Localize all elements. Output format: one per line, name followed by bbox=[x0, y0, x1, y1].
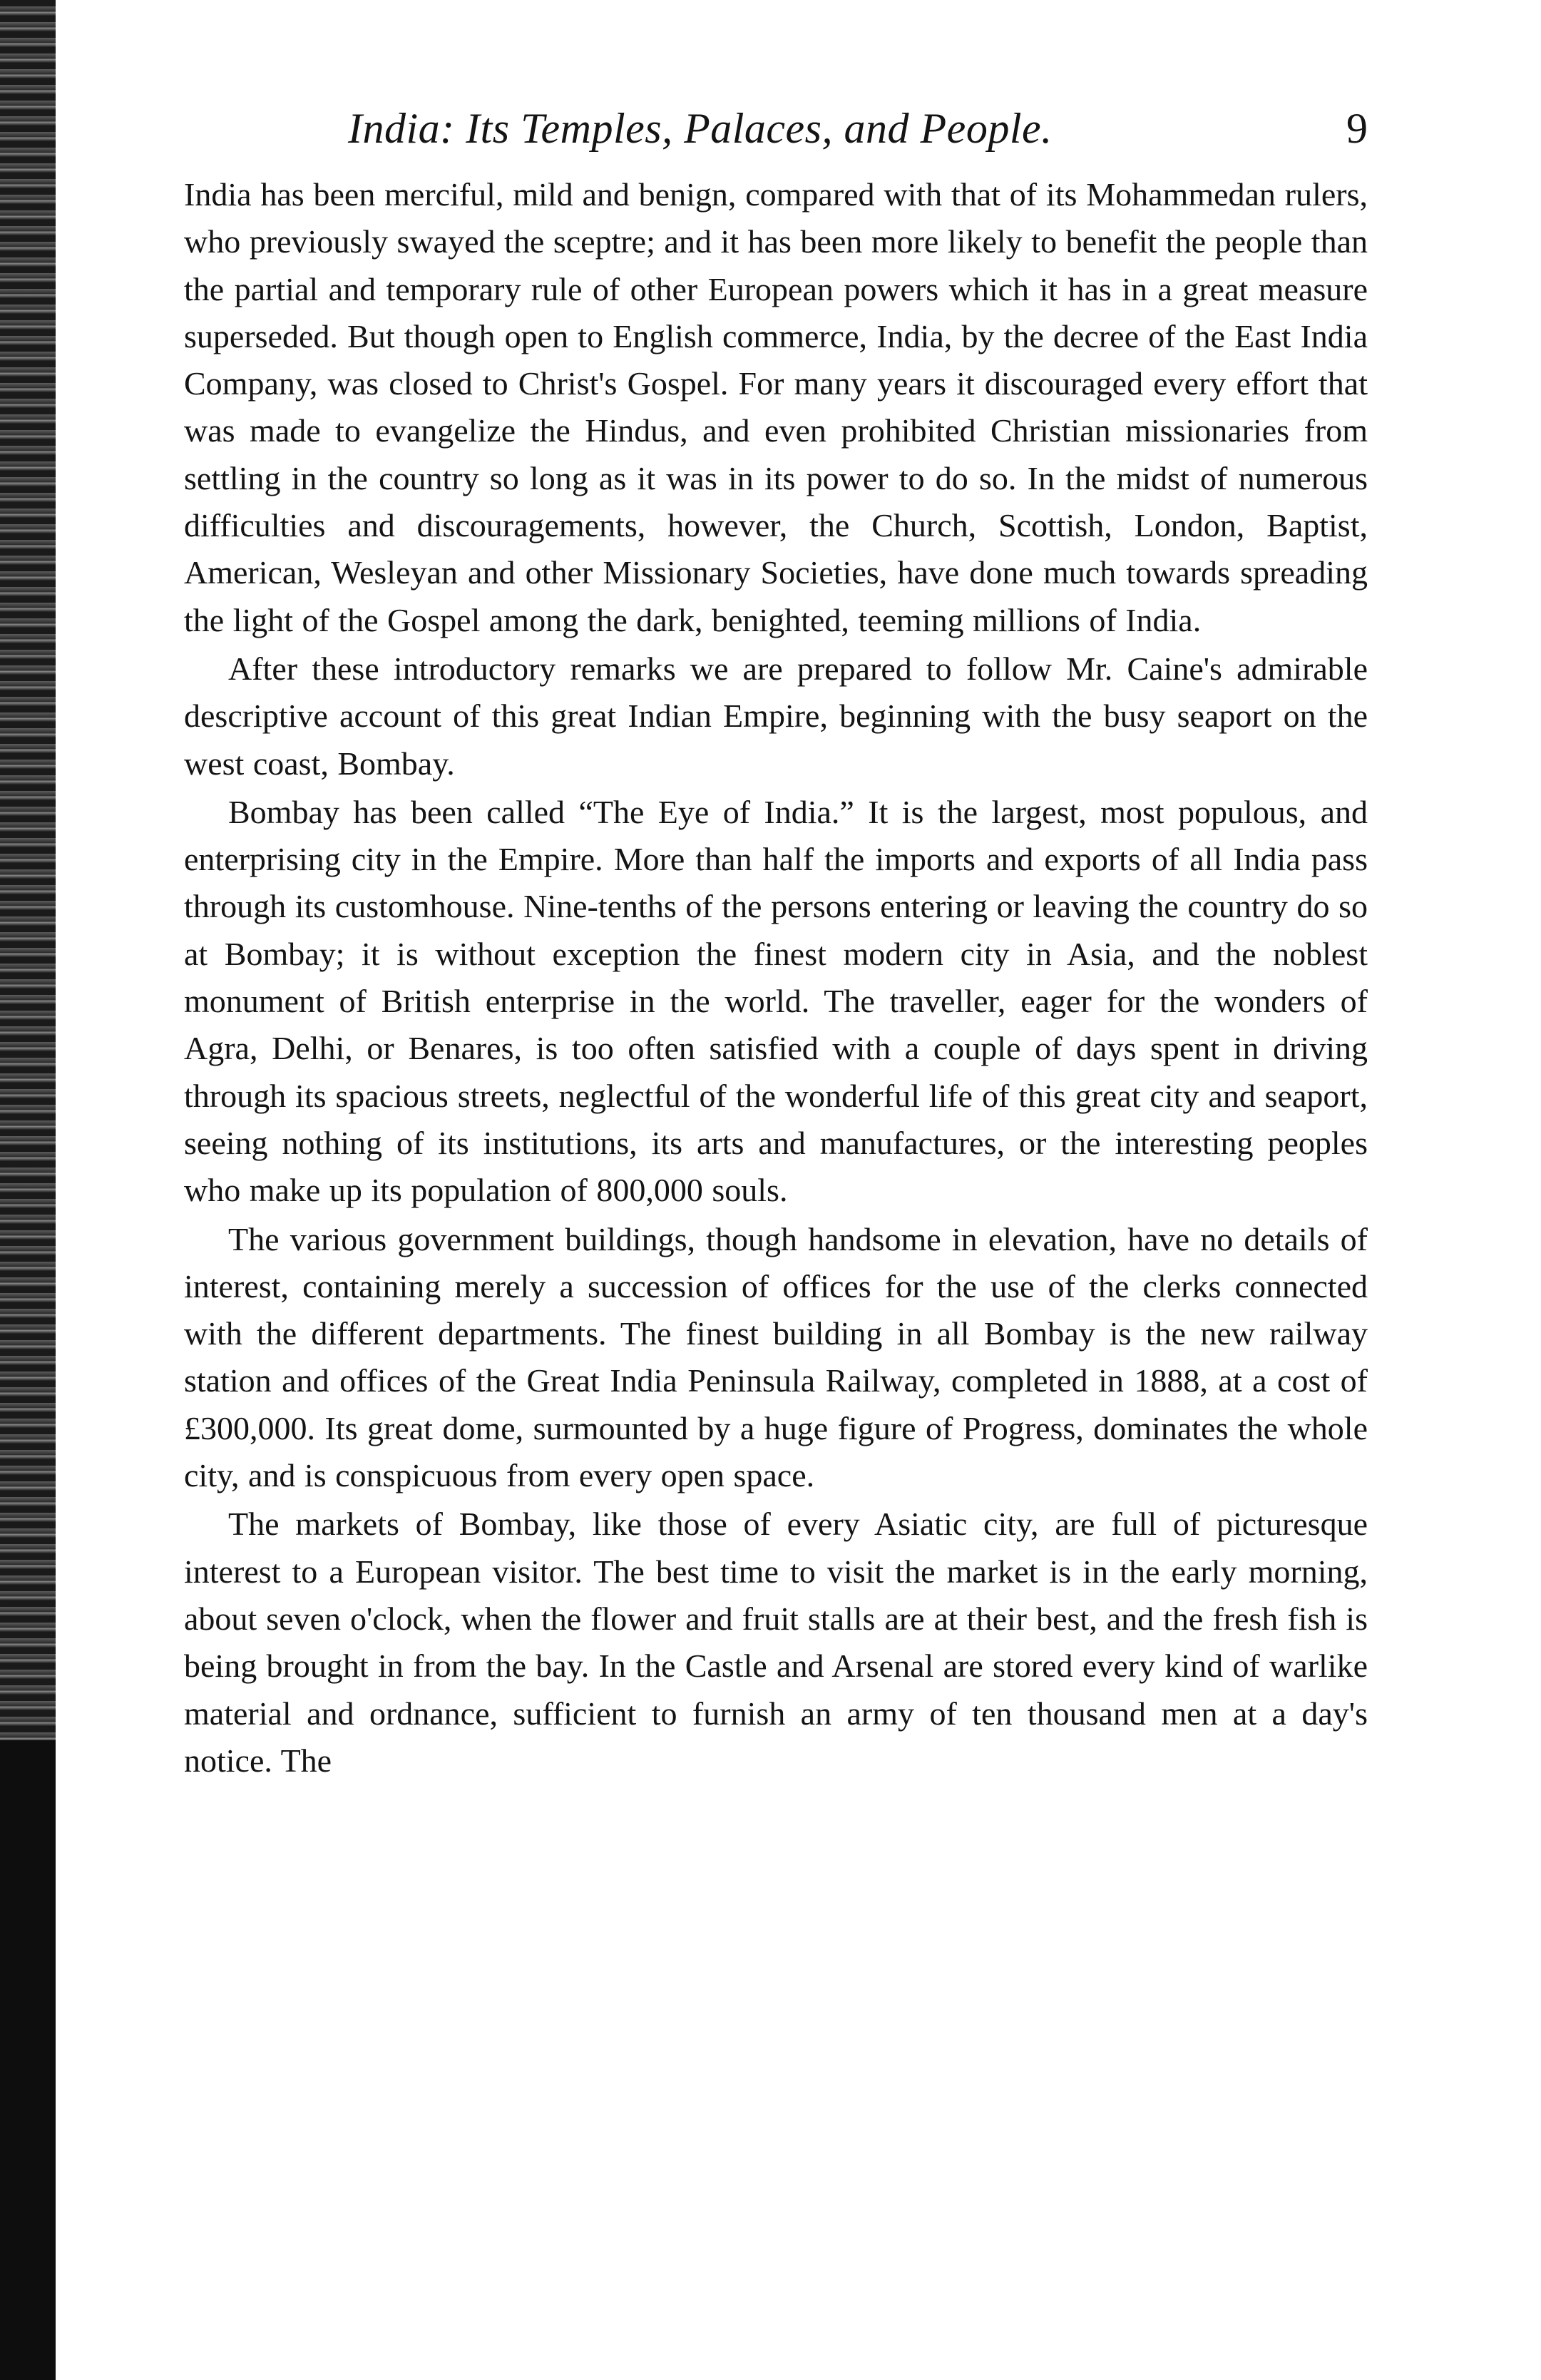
binding-edge-shadow bbox=[0, 1740, 56, 2380]
paragraph-2: After these introductory remarks we are prepared to follow Mr. Caine's admirable descriptive account of this great Indian Empire, beginning with the busy seaport on the west coast, Bombay. bbox=[184, 650, 1368, 782]
paragraph-4: The various government buildings, though handsome in elevation, have no details of interest, containing merely a succession of offices for the use of the clerks connected with the different departments. The finest building in all Bombay is the new railway station and offices of the Great India Peninsula Railway, completed in 1888, at a cost of £300,000. Its great dome, surmounted by a huge figure of Progress, dominates the whole city, and is conspicuous from every open space. bbox=[184, 1220, 1368, 1494]
paragraph-1: India has been merciful, mild and benign, compared with that of its Mohammedan rulers, who previously swayed the sceptre; and it has been more likely to benefit the people than the partial and temporary rule of other European powers which it has in a great measure superseded. But though open to English commerce, India, by the decree of the East India Company, was closed to Christ's Gospel. For many years it discouraged every effort that was made to evangelize the Hindus, and even prohibited Christian missionaries from settling in the country so long as it was in its power to do so. In the midst of numerous difficulties and discouragements, however, the Church, Scottish, London, Baptist, American, Wesleyan and other Missionary Societies, have done much towards spreading the light of the Gospel among the dark, benighted, teeming millions of India. bbox=[184, 176, 1368, 638]
body-text bbox=[184, 171, 1368, 1784]
page-number: 9 bbox=[1346, 105, 1368, 152]
paragraph-5: The markets of Bombay, like those of every Asiatic city, are full of picturesque interest to a European visitor. The best time to visit the market is in the early morning, about seven o'clock, when the flower and fruit stalls are at their best, and the fresh fish is being brought in from the bay. In the Castle and Arsenal are stored every kind of warlike material and ordnance, sufficient to furnish an army of ten thousand men at a day's notice. The bbox=[184, 1506, 1368, 1779]
running-title: India: Its Temples, Palaces, and People. bbox=[348, 105, 1053, 152]
paragraph-3: Bombay has been called “The Eye of India.” It is the largest, most populous, and enterprising city in the Empire. More than half the imports and exports of all India pass through its customhouse. Nine-tenths of the persons entering or leaving the country do so at Bombay; it is without exception the finest modern city in Asia, and the noblest monument of British enterprise in the world. The traveller, eager for the wonders of Agra, Delhi, or Benares, is too often satisfied with a couple of days spent in driving through its spacious streets, neglectful of the wonderful life of this great city and seaport, seeing nothing of its institutions, its arts and manufactures, or the interesting peoples who make up its population of 800,000 souls. bbox=[184, 793, 1368, 1209]
page-header bbox=[184, 93, 1368, 164]
